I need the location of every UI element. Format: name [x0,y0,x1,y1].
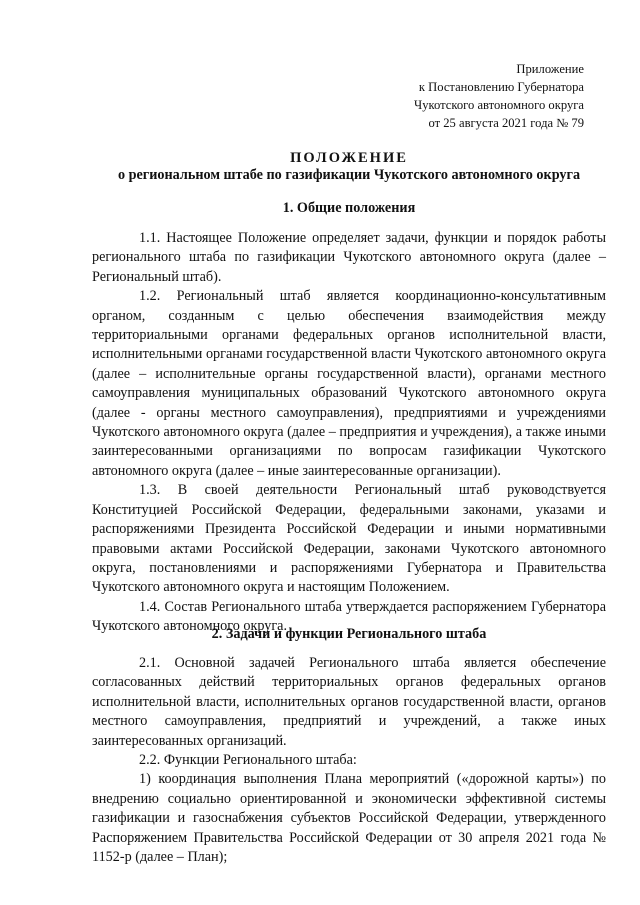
appendix-line: к Постановлению Губернатора [418,80,584,94]
appendix-line: от 25 августа 2021 года № 79 [428,116,584,130]
paragraph: 2.1. Основной задачей Регионального штаба является обеспечение согласованных действий территориальных органов федеральных органов исполнительной власти, исполнительных органов государственной власти, органов местного самоуправления, предприятий и учреждений, а также иных заинтересованных организаций. [92,655,606,749]
document-title: ПОЛОЖЕНИЕ [290,150,408,166]
section-2-heading: 2. Задачи и функции Регионального штаба [211,626,487,642]
section-2-body [92,654,606,867]
section-1-body [92,229,606,637]
document-subtitle: о региональном штабе по газификации Чукотского автономного округа [117,167,581,183]
appendix-line: Чукотского автономного округа [414,98,584,112]
paragraph: 1.3. В своей деятельности Региональный штаб руководствуется Конституцией Российской Федерации, федеральными законами, указами и распоряжениями Президента Российской Федерации и иными нормативными правовыми актами Российской Федерации, законами Чукотского автономного округа, постановлениями и распоряжениями Губернатора и Правительства Чукотского автономного округа и настоящим Положением. [92,482,606,596]
paragraph: 2.2. Функции Регионального штаба: [139,752,357,769]
paragraph: 1.1. Настоящее Положение определяет задачи, функции и порядок работы регионального штаба по газификации Чукотского автономного округа (далее – Региональный штаб). [92,230,606,285]
section-1-heading: 1. Общие положения [282,200,416,216]
appendix-block [92,60,606,132]
paragraph: 1.4. Состав Регионального штаба утверждается распоряжением Губернатора Чукотского автономного округа. [92,598,606,635]
appendix-line: Приложение [516,62,584,76]
paragraph: 1) координация выполнения Плана мероприятий («дорожной карты») по внедрению социально ориентированной и экономически эффективной системы газификации и газоснабжения субъектов Российской Федерации, утвержденного Распоряжением Правительства Российской Федерации от 30 апреля 2021 года № 1152-р (далее – План); [92,771,606,866]
paragraph: 1.2. Региональный штаб является координационно-консультативным органом, созданным с целью обеспечения взаимодействия между территориальными органами федеральных органов исполнительной власти, исполнительными органами государственной власти Чукотского автономного округа (далее – исполнительные органы государственной власти), органами местного самоуправления муниципальных образований Чукотского автономного округа (далее - органы местного самоуправления), предприятиями и учреждениями Чукотского автономного округа (далее – предприятия и учреждения), а также иными заинтересованными организациями по вопросам газификации Чукотского автономного округа (далее – иные заинтересованные организации). [92,288,606,479]
